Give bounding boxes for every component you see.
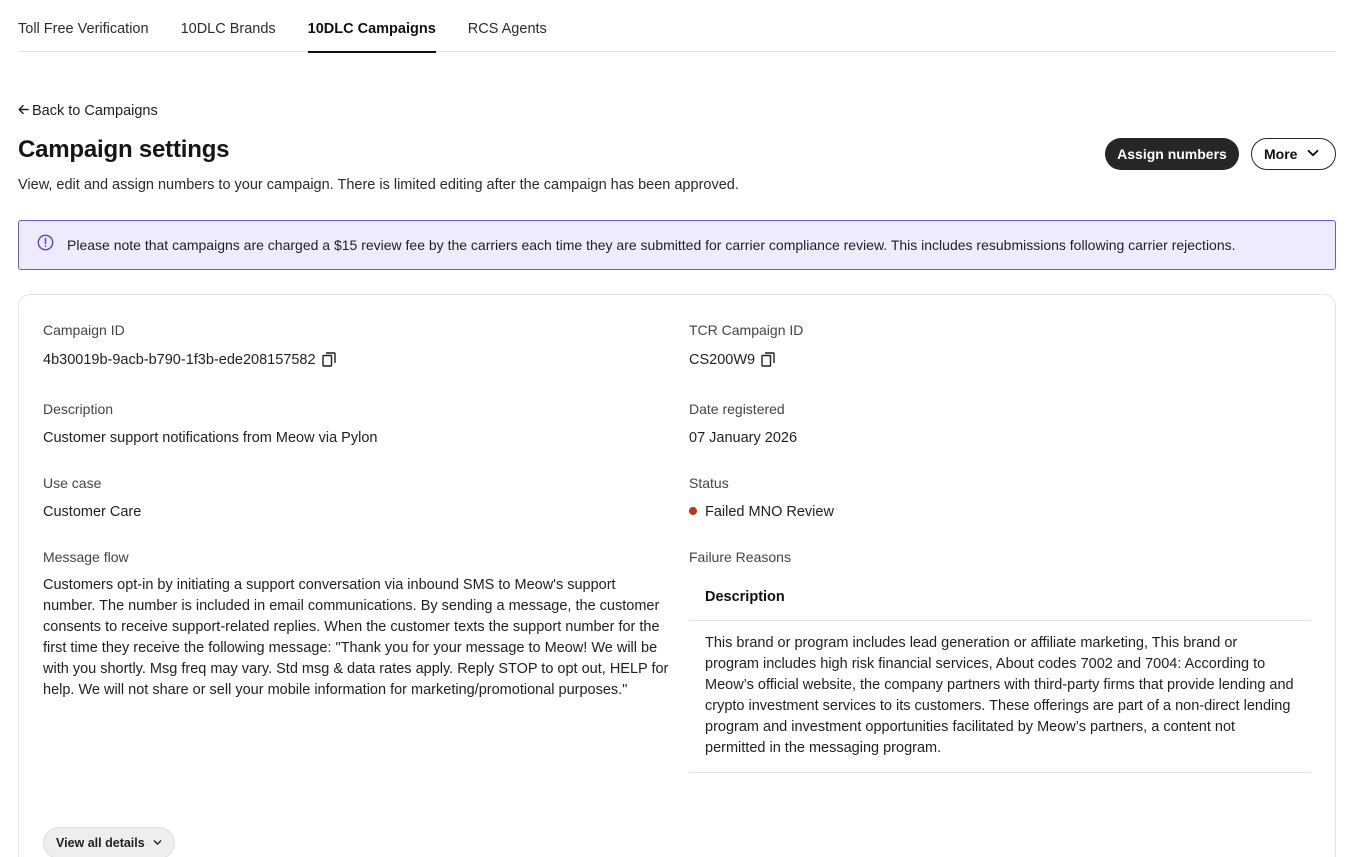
copy-icon[interactable] <box>322 352 336 367</box>
assign-numbers-button[interactable]: Assign numbers <box>1105 138 1239 170</box>
use-case-label: Use case <box>43 475 102 491</box>
tcr-campaign-id-value <box>689 352 775 368</box>
message-flow-value: Customers opt-in by initiating a support conversation via inbound SMS to Meow's support number. The number is included in email communications. By sending a message, the customer consents to receive support-related replies. When the customer texts the support number for the first time they receive the following message: "Thank you for your message to Meow! We will be with you shortly. Msg freq may vary. Std msg & data rates apply. Reply STOP to opt out, HELP for help. We will not share or sell your mobile information for marketing/promotional purposes." <box>43 577 669 698</box>
date-registered-label: Date registered <box>689 401 785 417</box>
failure-reasons-label: Failure Reasons <box>689 549 791 565</box>
failure-reasons-column-header: Description <box>689 578 1311 621</box>
failure-reasons-table <box>689 578 1311 773</box>
status-label: Status <box>689 475 729 491</box>
view-all-details-button[interactable] <box>43 827 175 857</box>
description-value: Customer support notifications from Meow via Pylon <box>43 430 378 446</box>
view-all-details-label: View all details <box>56 836 145 850</box>
campaign-id-text: 4b30019b-9acb-b790-1f3b-ede208157582 <box>43 352 316 368</box>
tcr-campaign-id-text: CS200W9 <box>689 352 756 368</box>
copy-icon[interactable] <box>761 352 775 367</box>
tab-10dlc-brands[interactable]: 10DLC Brands <box>180 21 276 37</box>
tab-rcs-agents[interactable]: RCS Agents <box>467 21 547 37</box>
back-link-label: Back to Campaigns <box>32 103 158 119</box>
tcr-campaign-id-label: TCR Campaign ID <box>689 322 804 338</box>
notice-text: Please note that campaigns are charged a $15 review fee by the carriers each time they are submitted for carrier compliance review. This includes resubmissions following carrier rejections. <box>67 237 1236 253</box>
review-fee-notice <box>18 220 1336 270</box>
status-dot-icon <box>689 507 697 515</box>
date-registered-value: 07 January 2026 <box>689 430 798 446</box>
campaign-id-label: Campaign ID <box>43 322 125 338</box>
status-text: Failed MNO Review <box>705 504 834 520</box>
tab-10dlc-campaigns[interactable]: 10DLC Campaigns <box>308 0 436 52</box>
page-title: Campaign settings <box>18 136 230 163</box>
tab-toll-free-verification[interactable]: Toll Free Verification <box>18 21 149 37</box>
campaign-id-value <box>43 352 336 368</box>
use-case-value: Customer Care <box>43 504 142 520</box>
description-label: Description <box>43 401 114 417</box>
chevron-down-icon <box>153 836 162 850</box>
table-row: This brand or program includes lead generation or affiliate marketing, This brand or program includes high risk financial services, About codes 7002 and 7004: According to Meow’s official website, the company partners with third-party firms that provide lending and crypto investment services to its customers. These offerings are part of a non-direct lending program and investment opportunities facilitated by Meow’s partners, a content not permitted in the messaging program. <box>689 621 1311 773</box>
more-button[interactable] <box>1251 138 1336 170</box>
arrow-left-icon <box>18 103 29 119</box>
page-subtitle: View, edit and assign numbers to your campaign. There is limited editing after the campaign has been approved. <box>18 177 739 193</box>
status-badge <box>689 504 834 520</box>
chevron-down-icon <box>1307 146 1319 162</box>
more-button-label: More <box>1264 146 1298 162</box>
tab-bar <box>18 0 1336 52</box>
back-to-campaigns-link[interactable] <box>18 103 158 119</box>
info-circle-icon <box>37 234 54 256</box>
message-flow-label: Message flow <box>43 549 129 565</box>
campaign-details-card <box>18 294 1336 857</box>
